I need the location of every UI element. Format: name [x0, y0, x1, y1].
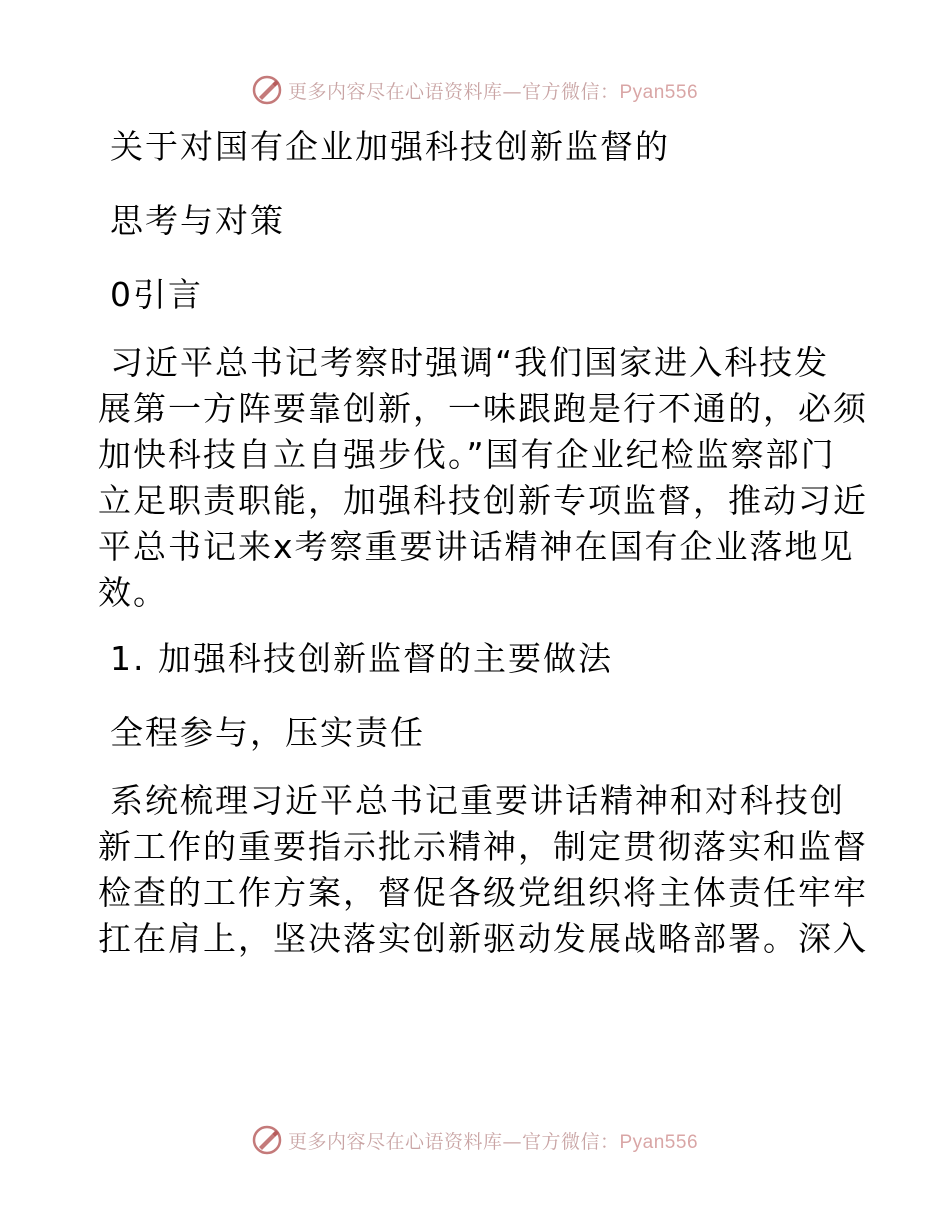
watermark-separator: —	[502, 80, 522, 103]
intro-paragraph	[98, 340, 868, 616]
subsection-heading: 全程参与，压实责任	[110, 713, 425, 752]
pen-logo-icon	[252, 75, 282, 105]
paragraph-line: 新工作的重要指示批示精神，制定贯彻落实和监督	[98, 827, 868, 866]
watermark-wechat-label: 官方微信：	[521, 80, 620, 103]
watermark-separator: —	[502, 1130, 522, 1153]
paragraph-line: 习近平总书记考察时强调“我们国家进入科技发	[110, 343, 830, 382]
pen-logo-icon	[252, 1125, 282, 1155]
paragraph-line: 加快科技自立自强步伐。”国有企业纪检监察部门	[98, 435, 836, 474]
document-title-line-1: 关于对国有企业加强科技创新监督的	[110, 127, 670, 166]
body-paragraph	[98, 778, 868, 962]
watermark-text: 更多内容尽在心语资料库	[287, 1130, 503, 1153]
paragraph-line: 效。	[98, 573, 168, 612]
document-title-line-2: 思考与对策	[110, 201, 285, 240]
paragraph-line: 扛在肩上，坚决落实创新驱动发展战略部署。深入	[98, 919, 868, 958]
document-body	[98, 118, 868, 962]
watermark-content	[252, 1125, 698, 1155]
watermark-content	[252, 75, 698, 105]
paragraph-line: 系统梳理习近平总书记重要讲话精神和对科技创	[110, 781, 845, 820]
header-watermark	[0, 70, 950, 110]
section-1-heading: 1. 加强科技创新监督的主要做法	[110, 639, 613, 678]
footer-watermark	[0, 1120, 950, 1160]
watermark-wechat-id: Pyan556	[619, 81, 699, 103]
paragraph-line: 立足职责职能，加强科技创新专项监督，推动习近	[98, 481, 868, 520]
paragraph-line: 平总书记来x考察重要讲话精神在国有企业落地见	[98, 527, 855, 566]
section-0-heading: 0引言	[110, 275, 203, 314]
watermark-wechat-label: 官方微信：	[521, 1130, 620, 1153]
watermark-text: 更多内容尽在心语资料库	[287, 80, 503, 103]
paragraph-line: 展第一方阵要靠创新，一味跟跑是行不通的，必须	[98, 389, 868, 428]
watermark-wechat-id: Pyan556	[619, 1131, 699, 1153]
paragraph-line: 检查的工作方案，督促各级党组织将主体责任牢牢	[98, 873, 868, 912]
